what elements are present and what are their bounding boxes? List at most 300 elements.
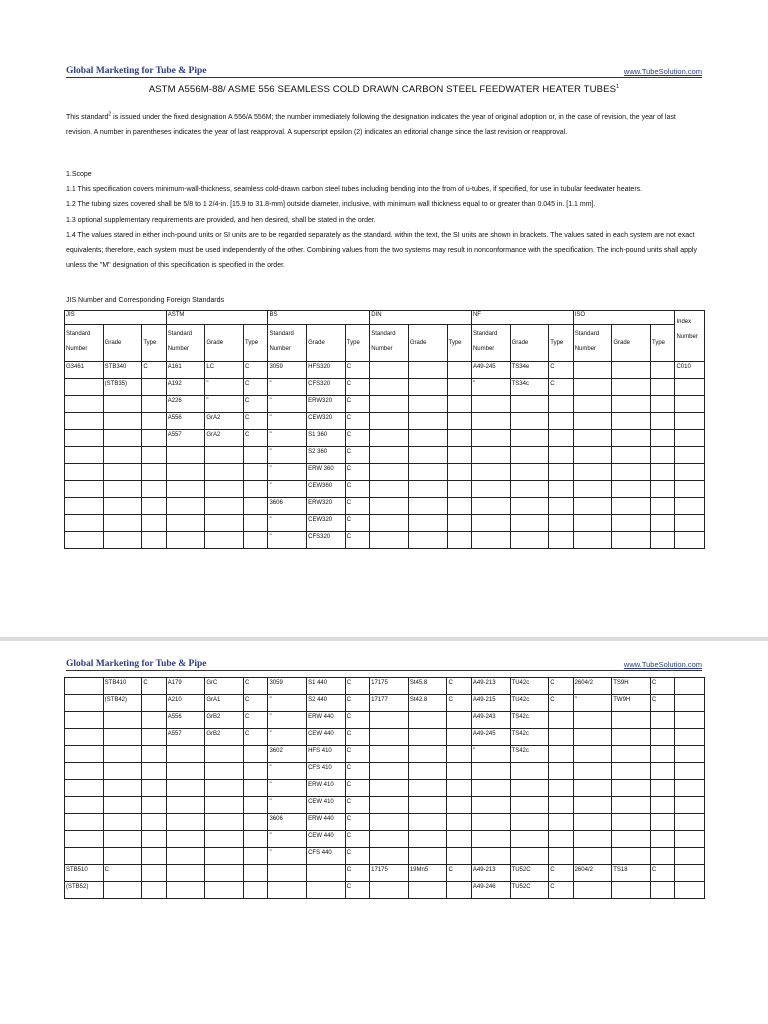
table-cell: [447, 712, 471, 729]
table-cell: TU42c: [510, 695, 549, 712]
standards-table-1: [64, 310, 705, 549]
table-cell: [471, 447, 510, 464]
table-cell: [370, 746, 409, 763]
table-cell: [675, 848, 705, 865]
table-cell: C: [549, 882, 573, 899]
table-cell: [370, 413, 409, 430]
table-cell: [370, 430, 409, 447]
table-cell: C: [345, 746, 369, 763]
table-cell: [447, 464, 471, 481]
table-cell: [205, 797, 244, 814]
table-cell: [103, 848, 142, 865]
table-cell: [65, 678, 104, 695]
table-cell: [573, 763, 612, 780]
table-cell: [573, 430, 612, 447]
table-cell: G3461: [65, 362, 104, 379]
table-cell: [244, 780, 268, 797]
table-cell: [573, 797, 612, 814]
table-cell: [510, 848, 549, 865]
table-cell: ": [205, 379, 244, 396]
table-cell: [471, 532, 510, 549]
table-cell: [166, 814, 205, 831]
table-cell: [65, 515, 104, 532]
table-row: [65, 763, 705, 780]
table-cell: [103, 532, 142, 549]
sub-header-grade: Grade: [612, 325, 651, 362]
table-cell: [549, 447, 573, 464]
table-cell: [166, 831, 205, 848]
table-cell: [651, 396, 675, 413]
table-cell: [471, 814, 510, 831]
table-cell: [205, 464, 244, 481]
table-cell: C: [650, 678, 674, 695]
table-cell: C010: [675, 362, 705, 379]
table-cell: [471, 515, 510, 532]
sub-header-grade: Grade: [510, 325, 549, 362]
table-cell: C: [650, 695, 674, 712]
table-cell: [205, 746, 244, 763]
table-cell: [65, 464, 104, 481]
table-cell: [408, 729, 447, 746]
table-cell: STB340: [103, 362, 142, 379]
table-cell: [103, 481, 142, 498]
table-cell: [65, 532, 104, 549]
table-cell: TS34e: [510, 362, 549, 379]
table-cell: [408, 396, 447, 413]
table-cell: [244, 848, 268, 865]
table-cell: CEW320: [307, 413, 346, 430]
table-cell: ": [268, 515, 307, 532]
table-cell: [573, 882, 612, 899]
table-cell: [65, 831, 104, 848]
table-cell: [675, 882, 705, 899]
table-cell: [166, 797, 205, 814]
table-cell: [370, 396, 409, 413]
table-cell: ": [268, 396, 307, 413]
table-cell: [675, 865, 705, 882]
table-cell: ERW320: [307, 396, 346, 413]
table-cell: [573, 498, 612, 515]
table-cell: [408, 413, 447, 430]
table-cell: [675, 464, 705, 481]
table-cell: C: [345, 763, 369, 780]
table-cell: C: [244, 430, 268, 447]
table-cell: TS42c: [510, 746, 549, 763]
intro-paragraph: This standard$^2$ is issued under the fixed designation A 556/A 556M; the number immediately following the designation indicates the year of original adoption or, in the case of revision, the year of last revision. A number in parentheses indicates the year of last reapproval. A superscript epsilon (2) indicates an editorial change since the last revision or reapproval.: [66, 111, 676, 137]
table-cell: [549, 515, 573, 532]
table-cell: A210: [166, 695, 205, 712]
table-cell: [612, 396, 651, 413]
table-cell: [142, 464, 166, 481]
table-cell: [612, 532, 651, 549]
table-cell: [370, 848, 409, 865]
table-cell: [471, 498, 510, 515]
table-cell: ": [268, 729, 307, 746]
table-cell: [65, 430, 104, 447]
table-cell: [549, 430, 573, 447]
table-cell: ERW 410: [307, 780, 346, 797]
table-cell: [244, 763, 268, 780]
table-cell: [103, 797, 142, 814]
table-row: [65, 712, 705, 729]
table-row: [65, 797, 705, 814]
sub-header-type: Type: [345, 325, 369, 362]
table-cell: [612, 447, 651, 464]
table-cell: C: [244, 362, 268, 379]
table-cell: [65, 695, 104, 712]
sub-header-grade: Grade: [205, 325, 244, 362]
table-cell: [244, 464, 268, 481]
table-cell: [65, 379, 104, 396]
table-cell: TU52C: [510, 865, 549, 882]
table-cell: 3059: [268, 362, 307, 379]
table-cell: [573, 481, 612, 498]
table-cell: [103, 882, 142, 899]
table-cell: [142, 746, 166, 763]
table-cell: [307, 865, 346, 882]
table-cell: [103, 413, 142, 430]
table-cell: [166, 865, 205, 882]
table-group-header-row: [65, 311, 705, 325]
table-cell: [370, 515, 409, 532]
table-cell: [166, 746, 205, 763]
table-cell: [244, 532, 268, 549]
table-cell: [205, 532, 244, 549]
table-cell: [510, 763, 549, 780]
table-cell: [142, 430, 166, 447]
table-cell: C: [549, 379, 573, 396]
table-cell: [244, 882, 268, 899]
table-cell: [142, 831, 166, 848]
table-cell: [549, 396, 573, 413]
table-cell: [573, 515, 612, 532]
table-cell: ": [268, 848, 307, 865]
table-cell: C: [345, 865, 369, 882]
table-cell: [549, 464, 573, 481]
table-cell: CEW 440: [307, 831, 346, 848]
table-row: [65, 515, 705, 532]
index-number-header: Index Number: [675, 311, 705, 362]
table-cell: [244, 447, 268, 464]
table-cell: A557: [166, 729, 205, 746]
table-cell: [651, 379, 675, 396]
table-cell: C: [345, 413, 369, 430]
table-cell: C: [244, 379, 268, 396]
table-cell: A192: [166, 379, 205, 396]
table-cell: [205, 447, 244, 464]
table-cell: [447, 848, 471, 865]
table-cell: GrA2: [205, 430, 244, 447]
table-cell: [408, 515, 447, 532]
table-cell: ": [268, 379, 307, 396]
table-cell: [612, 729, 651, 746]
table-cell: C: [345, 678, 369, 695]
table-cell: CFS 410: [307, 763, 346, 780]
table-cell: 17177: [370, 695, 409, 712]
table-cell: [244, 831, 268, 848]
table-cell: [370, 763, 409, 780]
table-cell: [447, 532, 471, 549]
table-cell: [142, 848, 166, 865]
table-cell: [612, 712, 651, 729]
table-cell: [573, 780, 612, 797]
table-cell: [675, 678, 705, 695]
table-cell: [244, 814, 268, 831]
table-cell: 2604/2: [573, 678, 612, 695]
table-cell: TS18: [612, 865, 651, 882]
table-cell: [612, 413, 651, 430]
table-cell: [651, 515, 675, 532]
table-cell: C: [345, 396, 369, 413]
table-cell: [408, 430, 447, 447]
sub-header-type: Type: [651, 325, 675, 362]
table-cell: S2 360: [307, 447, 346, 464]
sub-header-standard-number: Standard Number: [573, 325, 612, 362]
table-cell: [675, 379, 705, 396]
table-cell: [142, 481, 166, 498]
table-cell: [510, 515, 549, 532]
table-cell: [103, 729, 142, 746]
scope-section: [66, 167, 702, 273]
table-cell: ERW320: [307, 498, 346, 515]
table-cell: [650, 814, 674, 831]
table-cell: C: [447, 678, 471, 695]
table-cell: GrC: [205, 678, 244, 695]
table-cell: [205, 848, 244, 865]
table-cell: [650, 848, 674, 865]
table-cell: [651, 498, 675, 515]
table-cell: C: [345, 831, 369, 848]
table-cell: [651, 413, 675, 430]
table-cell: [205, 831, 244, 848]
table-cell: [675, 712, 705, 729]
table-cell: 19Mn5: [408, 865, 447, 882]
table-cell: [370, 379, 409, 396]
table-cell: [268, 882, 307, 899]
table-cell: ": [268, 831, 307, 848]
header-website-link[interactable]: www.TubeSolution.com: [623, 67, 702, 76]
table-cell: [142, 797, 166, 814]
table-cell: A49-213: [471, 678, 510, 695]
table-cell: C: [345, 430, 369, 447]
table-cell: GrB2: [205, 729, 244, 746]
table-cell: [103, 430, 142, 447]
table-cell: (STB42): [103, 695, 142, 712]
table-cell: [612, 831, 651, 848]
table-cell: C: [244, 396, 268, 413]
table-cell: 3059: [268, 678, 307, 695]
table-cell: [65, 729, 104, 746]
table-cell: [573, 814, 612, 831]
table-cell: ": [268, 695, 307, 712]
table-cell: [370, 712, 409, 729]
table-cell: ": [573, 695, 612, 712]
table-cell: [612, 814, 651, 831]
table-cell: [166, 780, 205, 797]
sub-header-type: Type: [244, 325, 268, 362]
table-cell: [103, 780, 142, 797]
header-website-link[interactable]: www.TubeSolution.com: [623, 660, 702, 669]
table-cell: [675, 831, 705, 848]
table-cell: [510, 413, 549, 430]
table-cell: [510, 464, 549, 481]
table-row: [65, 430, 705, 447]
group-header-iso: ISO: [573, 311, 675, 325]
table-cell: [408, 780, 447, 797]
table-cell: [65, 814, 104, 831]
table-cell: C: [345, 729, 369, 746]
table-cell: C: [345, 447, 369, 464]
table-cell: [408, 797, 447, 814]
table-cell: S2 440: [307, 695, 346, 712]
table-cell: C: [103, 865, 142, 882]
table-cell: [205, 515, 244, 532]
table-cell: S1 440: [307, 678, 346, 695]
table-cell: [408, 481, 447, 498]
table-cell: C: [142, 678, 166, 695]
table-cell: [650, 780, 674, 797]
table-cell: [65, 763, 104, 780]
table-cell: [244, 865, 268, 882]
sub-header-grade: Grade: [307, 325, 346, 362]
table-cell: [205, 814, 244, 831]
table-cell: [471, 430, 510, 447]
table-cell: [370, 362, 409, 379]
table-cell: [205, 865, 244, 882]
table-cell: [408, 763, 447, 780]
table-cell: [650, 763, 674, 780]
table-cell: [142, 712, 166, 729]
table-cell: C: [244, 729, 268, 746]
table-cell: [65, 481, 104, 498]
table-cell: C: [549, 695, 573, 712]
table-cell: [651, 447, 675, 464]
table-cell: [651, 481, 675, 498]
table-row: [65, 532, 705, 549]
sub-header-grade: Grade: [103, 325, 142, 362]
table-cell: [370, 831, 409, 848]
table-cell: A49-243: [471, 712, 510, 729]
table-cell: C: [345, 780, 369, 797]
table-cell: [408, 712, 447, 729]
table-cell: [244, 498, 268, 515]
table-cell: TS42c: [510, 729, 549, 746]
table-cell: [675, 797, 705, 814]
table-cell: [675, 780, 705, 797]
table-cell: C: [244, 413, 268, 430]
table-cell: [205, 780, 244, 797]
table-cell: [573, 729, 612, 746]
group-header-bs: BS: [268, 311, 370, 325]
table-cell: A49-213: [471, 865, 510, 882]
table-cell: CEW 440: [307, 729, 346, 746]
table-cell: [166, 882, 205, 899]
sub-header-type: Type: [142, 325, 166, 362]
table-cell: C: [549, 865, 573, 882]
table-cell: [142, 882, 166, 899]
table-cell: C: [549, 362, 573, 379]
table-cell: TS34c: [510, 379, 549, 396]
table-cell: ": [268, 763, 307, 780]
table-cell: ERW 440: [307, 712, 346, 729]
table-row: [65, 695, 705, 712]
table-cell: [549, 481, 573, 498]
table-cell: [675, 515, 705, 532]
table-cell: [510, 780, 549, 797]
table-cell: [65, 498, 104, 515]
table-cell: [675, 396, 705, 413]
table-cell: [612, 481, 651, 498]
table-cell: C: [345, 498, 369, 515]
table-cell: ": [268, 413, 307, 430]
table-cell: [447, 362, 471, 379]
table-cell: HFS 410: [307, 746, 346, 763]
table-cell: [244, 515, 268, 532]
table-cell: C: [244, 678, 268, 695]
table-cell: [103, 396, 142, 413]
table-cell: 2604/2: [573, 865, 612, 882]
table-cell: [205, 498, 244, 515]
table-cell: [573, 831, 612, 848]
table-cell: [510, 797, 549, 814]
table-row: [65, 464, 705, 481]
table-row: [65, 413, 705, 430]
table-cell: [549, 831, 573, 848]
table-cell: [675, 763, 705, 780]
table-cell: [65, 413, 104, 430]
table-cell: [65, 396, 104, 413]
table-cell: [549, 729, 573, 746]
table-cell: C: [345, 814, 369, 831]
table-cell: A161: [166, 362, 205, 379]
table-cell: [447, 729, 471, 746]
table-cell: [166, 481, 205, 498]
table-cell: 3602: [268, 746, 307, 763]
table-cell: [549, 848, 573, 865]
table-cell: [447, 746, 471, 763]
table-cell: [244, 746, 268, 763]
table-cell: ": [471, 746, 510, 763]
scope-heading: 1.Scope: [66, 171, 92, 178]
table-cell: [675, 729, 705, 746]
table-cell: [650, 882, 674, 899]
table-cell: [612, 882, 651, 899]
table-cell: [510, 430, 549, 447]
table-cell: [65, 712, 104, 729]
table-cell: GrA2: [205, 413, 244, 430]
table-cell: CFS320: [307, 379, 346, 396]
table-cell: [370, 780, 409, 797]
table-cell: [65, 746, 104, 763]
table-cell: [549, 746, 573, 763]
table-cell: (STB35): [103, 379, 142, 396]
table-cell: [370, 882, 409, 899]
table-cell: [142, 729, 166, 746]
table-cell: [103, 515, 142, 532]
table-cell: TS42c: [510, 712, 549, 729]
table-cell: [166, 464, 205, 481]
table-cell: [549, 712, 573, 729]
sub-header-standard-number: Standard Number: [65, 325, 104, 362]
table-cell: A226: [166, 396, 205, 413]
table-cell: C: [345, 532, 369, 549]
table-cell: [408, 746, 447, 763]
table-cell: [268, 865, 307, 882]
table-cell: TU52C: [510, 882, 549, 899]
table-cell: [408, 362, 447, 379]
table-cell: [142, 515, 166, 532]
table-cell: [549, 498, 573, 515]
